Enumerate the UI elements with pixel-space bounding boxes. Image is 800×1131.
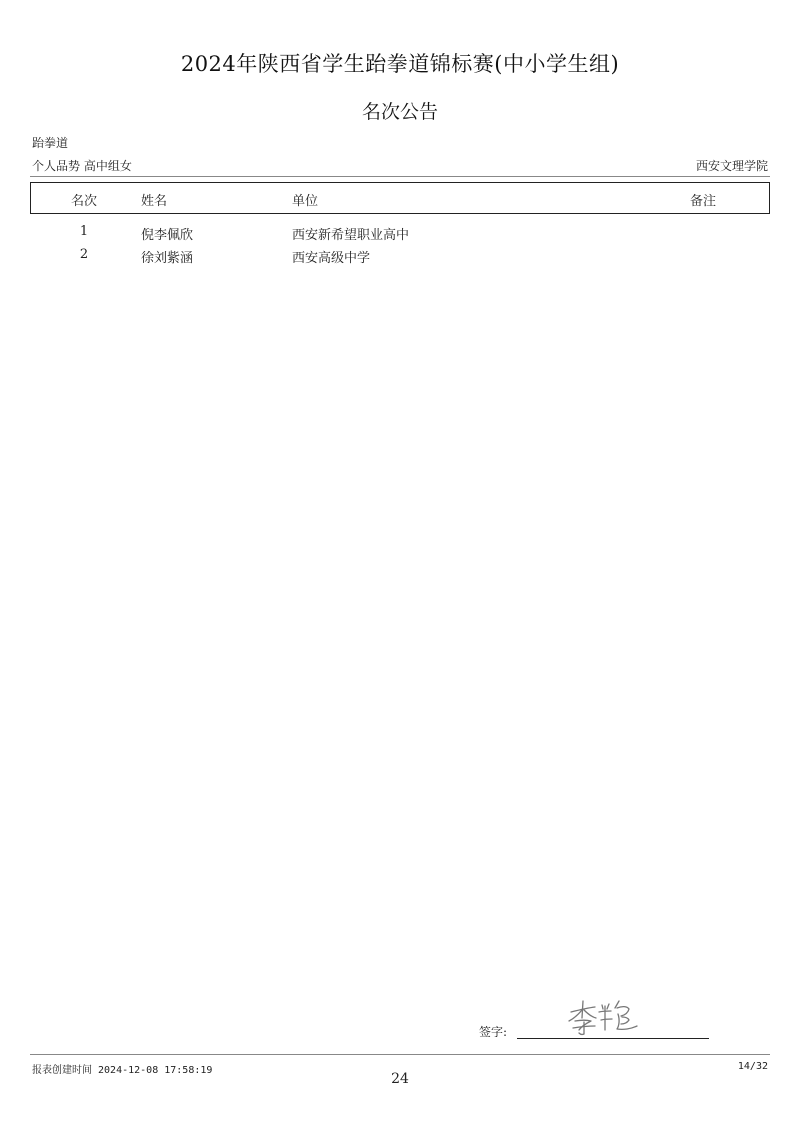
rank-cell: 1 — [79, 224, 89, 239]
handwritten-signature — [565, 996, 645, 1038]
unit-cell: 西安新希望职业高中 — [292, 228, 410, 243]
rank-cell: 2 — [79, 247, 89, 262]
sport-label: 跆拳道 — [32, 136, 69, 150]
page-number: 24 — [391, 1071, 409, 1087]
name-cell: 徐刘紫涵 — [141, 251, 194, 266]
unit-cell: 西安高级中学 — [292, 251, 371, 266]
created-timestamp: 报表创建时间 2024-12-08 17:58:19 — [32, 1065, 213, 1076]
column-header-name: 姓名 — [141, 194, 168, 209]
column-header-note: 备注 — [690, 194, 717, 209]
event-label: 个人品势 高中组女 — [32, 159, 132, 173]
document-title: 2024年陕西省学生跆拳道锦标赛(中小学生组) — [180, 52, 620, 76]
name-cell: 倪李佩欣 — [141, 228, 194, 243]
signature-line — [517, 1038, 709, 1039]
column-header-rank: 名次 — [70, 194, 97, 209]
page-count: 14/32 — [737, 1061, 768, 1072]
signature-label: 签字: — [479, 1025, 508, 1039]
column-header-unit: 单位 — [292, 194, 319, 209]
footer-divider — [30, 1054, 770, 1055]
divider — [30, 176, 770, 177]
document-subtitle: 名次公告 — [361, 101, 438, 123]
venue-label: 西安文理学院 — [695, 159, 768, 173]
